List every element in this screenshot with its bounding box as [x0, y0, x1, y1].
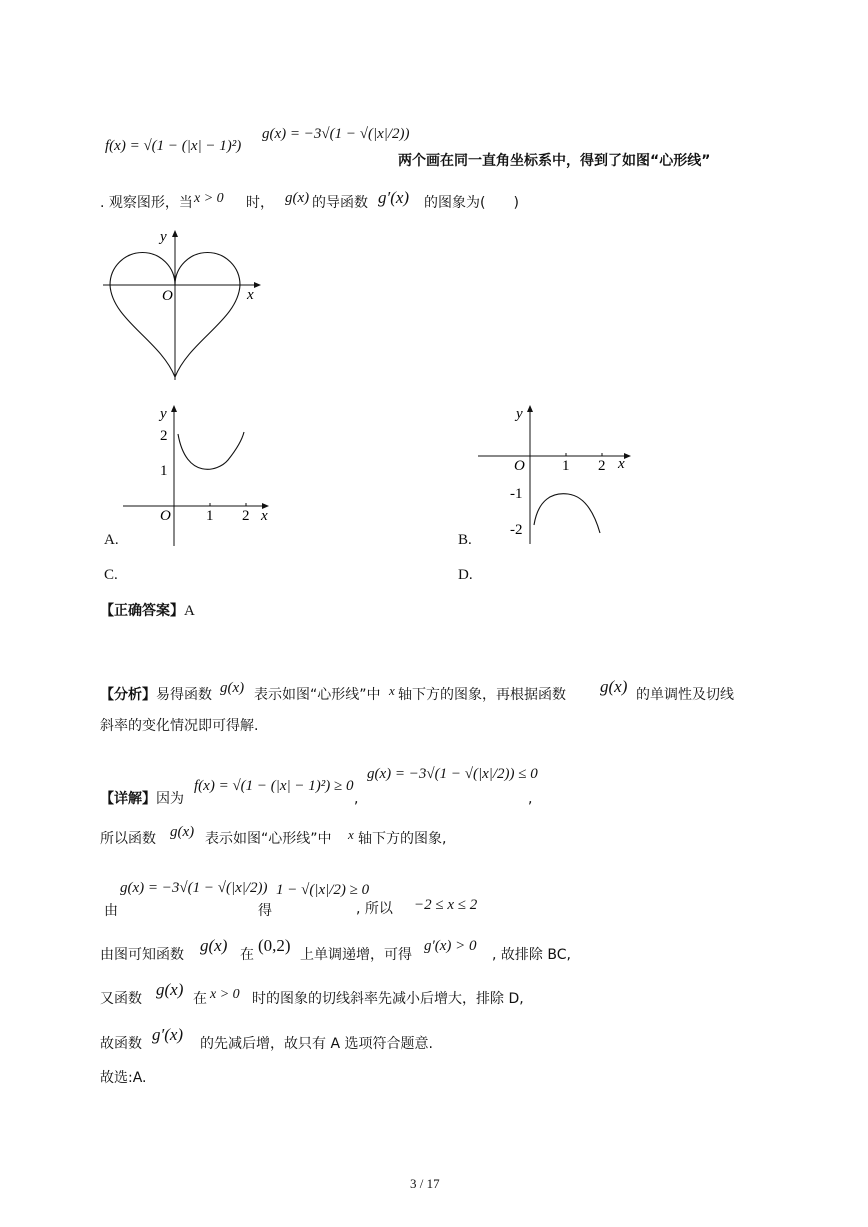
option-a-curve	[178, 432, 244, 469]
detail-from: 由	[104, 903, 118, 919]
question-text-2a: . 观察图形，当	[100, 195, 193, 211]
option-b-xtick-2: 2	[598, 458, 606, 474]
detail-gx: g(x)	[170, 824, 195, 840]
option-b-label: B.	[458, 532, 472, 548]
option-a-xtick-1: 1	[206, 508, 214, 524]
detail-g-inequality: g(x) = −3√(1 − √(|x|/2)) ≤ 0	[367, 766, 538, 782]
detail-so: , 所以	[356, 901, 393, 917]
option-b-x-label: x	[618, 456, 625, 472]
detail-f-inequality: f(x) = √(1 − (|x| − 1)²) ≥ 0	[194, 778, 354, 794]
question-text-2b: 时，	[246, 195, 274, 211]
option-a-ytick-2: 2	[160, 428, 168, 444]
detail-text-5c: 时的图象的切线斜率先减小后增大，排除 D,	[252, 991, 524, 1007]
detail-text-5b: 在	[193, 991, 207, 1007]
detail-gprime-positive: g′(x) > 0	[424, 938, 477, 954]
question-text-2d: 的图象为( )	[424, 195, 519, 211]
option-b-ytick-neg1: -1	[510, 486, 523, 502]
detail-text-4a: 由图可知函数	[100, 947, 184, 963]
analysis-line-1	[100, 686, 212, 704]
detail-tag: 【详解】	[100, 791, 156, 807]
detail-text-4b: 在	[240, 947, 254, 963]
option-c-label: C.	[104, 567, 118, 583]
detail-text-4d: , 故排除 BC,	[492, 947, 571, 963]
option-a-label: A.	[104, 532, 119, 548]
detail-gprime: g′(x)	[152, 1025, 184, 1044]
option-b-origin-label: O	[514, 458, 525, 474]
option-b-xtick-1: 1	[562, 458, 570, 474]
detail-cond-5: x > 0	[210, 987, 240, 1002]
detail-text-5a: 又函数	[100, 991, 142, 1007]
answer-line	[100, 602, 195, 620]
analysis-text-1c: 轴下方的图象，再根据函数	[398, 687, 566, 703]
detail-text-6b: 的先减后增，故只有 A 选项符合题意.	[200, 1036, 433, 1052]
heart-origin-label: O	[162, 288, 173, 304]
heart-y-label: y	[160, 229, 167, 245]
option-a-y-label: y	[160, 406, 167, 422]
detail-text-6a: 故函数	[100, 1036, 142, 1052]
analysis-text-1d: 的单调性及切线	[636, 687, 734, 703]
g-formula: g(x) = −3√(1 − √(|x|/2))	[262, 126, 410, 142]
condition-x-positive: x > 0	[194, 191, 224, 206]
detail-get: 得	[258, 903, 272, 919]
g-of-x: g(x)	[285, 190, 310, 206]
detail-inequality: 1 − √(|x|/2) ≥ 0	[276, 882, 370, 898]
detail-g-formula: g(x) = −3√(1 − √(|x|/2))	[120, 880, 268, 896]
option-a-ytick-1: 1	[160, 463, 168, 479]
analysis-text-2: 斜率的变化情况即可得解.	[100, 718, 259, 734]
analysis-gx-2: g(x)	[600, 677, 628, 696]
page-number: 3 / 17	[410, 1176, 440, 1191]
analysis-gx: g(x)	[220, 680, 245, 696]
option-a-xtick-2: 2	[242, 508, 250, 524]
analysis-text-1b: 表示如图“心形线”中	[254, 687, 381, 703]
detail-text-2a: 所以函数	[100, 831, 156, 847]
heart-figure	[100, 225, 270, 385]
answer-tag: 【正确答案】	[100, 603, 184, 619]
question-text-1: 两个画在同一直角坐标系中，得到了如图“心形线”	[398, 153, 711, 169]
detail-gx-5: g(x)	[156, 980, 184, 999]
option-d-label: D.	[458, 567, 473, 583]
detail-line-1	[100, 790, 184, 808]
option-a-x-label: x	[261, 508, 268, 524]
heart-x-label: x	[247, 287, 254, 303]
detail-because: 因为	[156, 791, 184, 807]
detail-conclusion: 故选:A.	[100, 1070, 147, 1086]
analysis-text-1a: 易得函数	[156, 687, 212, 703]
f-formula: f(x) = √(1 − (|x| − 1)²)	[105, 138, 242, 154]
option-b-graph	[472, 400, 642, 550]
g-prime-of-x: g′(x)	[378, 188, 410, 207]
option-b-ytick-neg2: -2	[510, 522, 523, 538]
detail-comma-1: ,	[354, 791, 359, 807]
detail-text-2b: 表示如图“心形线”中	[205, 831, 332, 847]
question-text-2c: 的导函数	[312, 195, 368, 211]
detail-x: x	[348, 827, 354, 842]
detail-interval: (0,2)	[258, 936, 291, 955]
detail-range: −2 ≤ x ≤ 2	[414, 897, 478, 913]
option-b-curve	[534, 494, 600, 533]
option-a-origin-label: O	[160, 508, 171, 524]
answer-value: A	[184, 603, 195, 619]
analysis-tag: 【分析】	[100, 687, 156, 703]
detail-text-2c: 轴下方的图象,	[358, 831, 447, 847]
option-b-y-label: y	[516, 406, 523, 422]
analysis-x: x	[389, 683, 395, 698]
option-a-graph	[118, 400, 278, 550]
detail-gx-4: g(x)	[200, 936, 228, 955]
detail-text-4c: 上单调递增，可得	[300, 947, 412, 963]
detail-comma-2: ,	[528, 791, 533, 807]
